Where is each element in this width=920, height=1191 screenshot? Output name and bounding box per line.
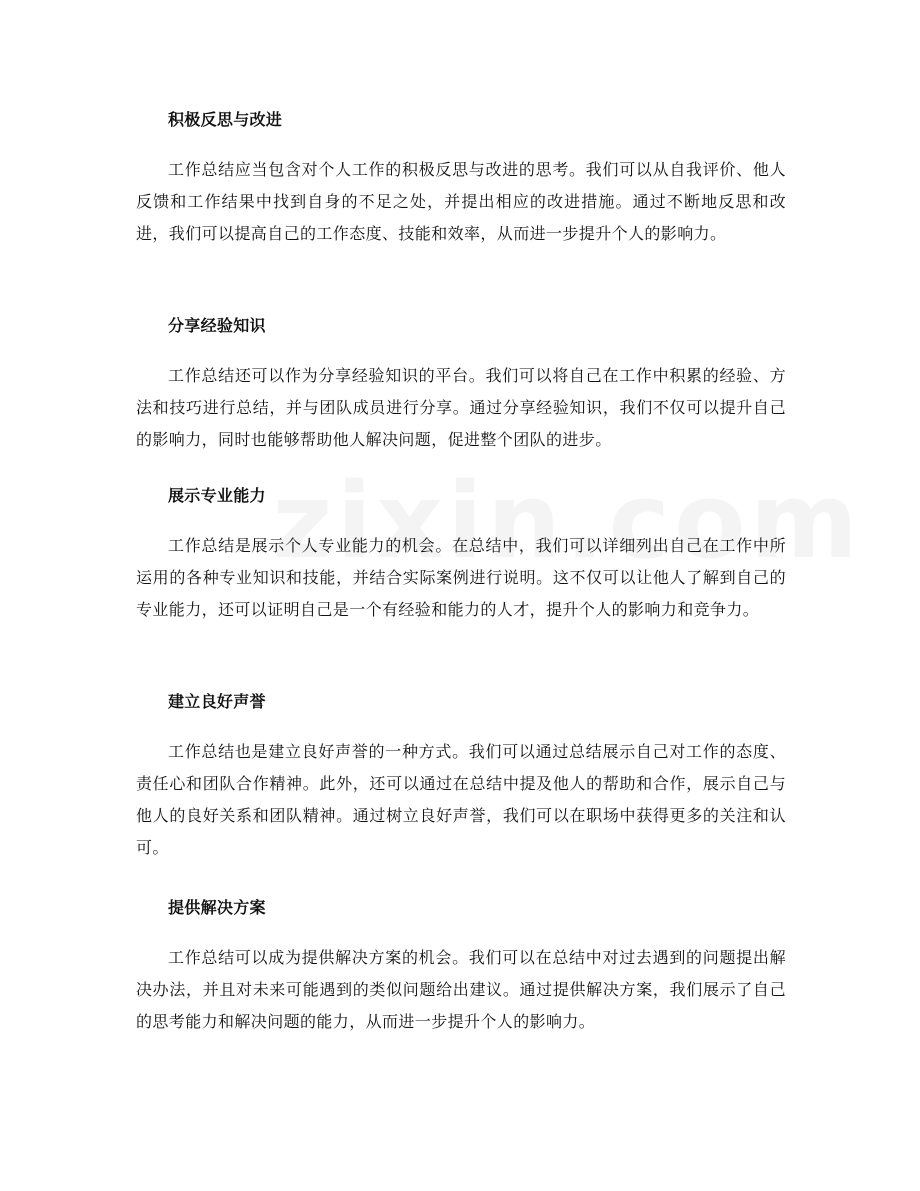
- section-body-solutions: 工作总结可以成为提供解决方案的机会。我们可以在总结中对过去遇到的问题提出解决办法，并且对未来可能遇到的类似问题给出建议。通过提供解决方案，我们展示了自己的思考能力和解决问题的能力，从而进一步提升个人的影响力。: [136, 948, 786, 1031]
- section-body-reputation: 工作总结也是建立良好声誉的一种方式。我们可以通过总结展示自己对工作的态度、责任心和团队合作精神。此外，还可以通过在总结中提及他人的帮助和合作，展示自己与他人的良好关系和团队精神。通过树立良好声誉，我们可以在职场中获得更多的关注和认可。: [136, 742, 786, 857]
- section-heading-expertise: 展示专业能力: [168, 486, 266, 505]
- section-body-sharing: 工作总结还可以作为分享经验知识的平台。我们可以将自己在工作中积累的经验、方法和技巧进行总结，并与团队成员进行分享。通过分享经验知识，我们不仅可以提升自己的影响力，同时也能够帮助他人解决问题，促进整个团队的进步。: [136, 366, 786, 449]
- section-heading-sharing: 分享经验知识: [168, 316, 266, 335]
- section-body-expertise: 工作总结是展示个人专业能力的机会。在总结中，我们可以详细列出自己在工作中所运用的各种专业知识和技能，并结合实际案例进行说明。这不仅可以让他人了解到自己的专业能力，还可以证明自己是一个有经验和能力的人才，提升个人的影响力和竞争力。: [136, 536, 786, 619]
- section-heading-reputation: 建立良好声誉: [168, 692, 266, 711]
- section-heading-reflection: 积极反思与改进: [168, 110, 283, 129]
- section-heading-solutions: 提供解决方案: [168, 898, 266, 917]
- section-body-reflection: 工作总结应当包含对个人工作的积极反思与改进的思考。我们可以从自我评价、他人反馈和工作结果中找到自身的不足之处，并提出相应的改进措施。通过不断地反思和改进，我们可以提高自己的工作态度、技能和效率，从而进一步提升个人的影响力。: [136, 160, 786, 243]
